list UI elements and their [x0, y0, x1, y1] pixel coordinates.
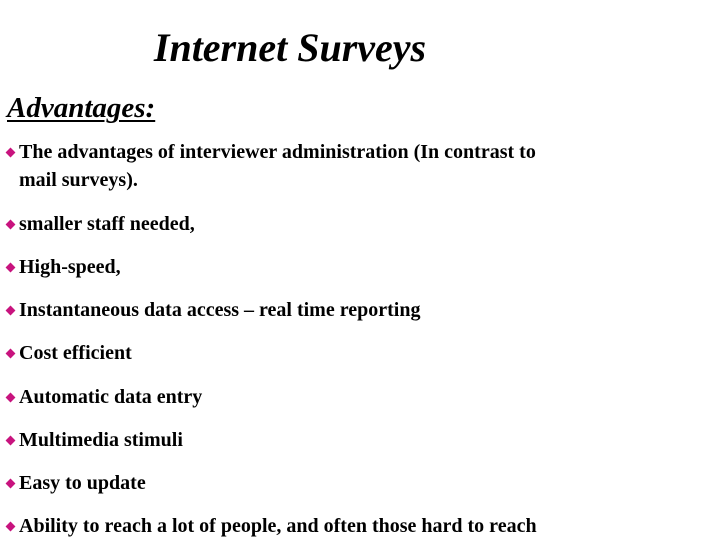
list-item	[7, 383, 719, 411]
section-heading-advantages: Advantages:	[7, 92, 156, 124]
list-item	[7, 426, 719, 454]
diamond-bullet-icon	[6, 306, 16, 316]
list-item	[7, 469, 719, 497]
diamond-bullet-icon	[6, 220, 16, 230]
list-item-text: Easy to update	[19, 472, 146, 494]
list-item	[7, 512, 719, 540]
diamond-bullet-icon	[6, 479, 16, 489]
list-item-text: The advantages of interviewer administration (In contrast to	[19, 141, 536, 163]
list-item	[7, 339, 719, 367]
diamond-bullet-icon	[6, 436, 16, 446]
list-item	[7, 253, 719, 281]
diamond-bullet-icon	[6, 349, 16, 359]
slide-title: Internet Surveys	[153, 25, 427, 70]
list-item	[7, 296, 719, 324]
list-item-text: Multimedia stimuli	[19, 429, 183, 451]
list-item-text: Automatic data entry	[19, 386, 203, 408]
diamond-bullet-icon	[6, 393, 16, 403]
list-item-text: Instantaneous data access – real time reporting	[19, 299, 421, 321]
diamond-bullet-icon	[6, 522, 16, 532]
list-item-text: High-speed,	[19, 256, 121, 278]
list-item-text: Cost efficient	[19, 342, 132, 364]
diamond-bullet-icon	[6, 263, 16, 273]
list-item-text-continued: mail surveys).	[19, 169, 138, 191]
list-item	[7, 138, 719, 194]
diamond-bullet-icon	[6, 148, 16, 158]
list-item-text: smaller staff needed,	[19, 213, 195, 235]
list-item-text: Ability to reach a lot of people, and often those hard to reach	[19, 515, 537, 537]
list-item	[7, 210, 719, 238]
